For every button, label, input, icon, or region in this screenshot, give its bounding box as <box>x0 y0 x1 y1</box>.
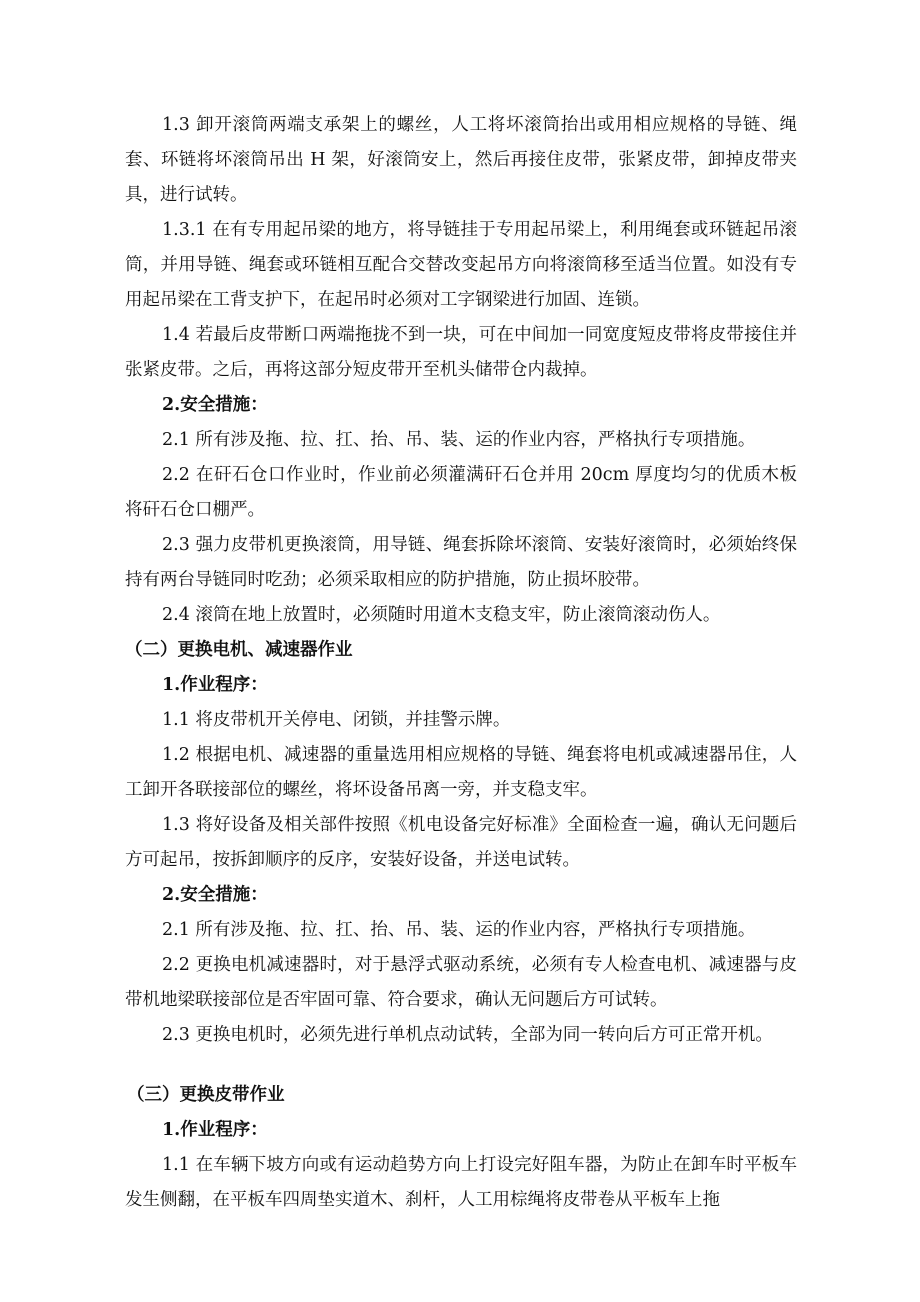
heading-procedure-2: 1.作业程序： <box>162 675 268 695</box>
paragraph-1-3-b: 1.3 将好设备及相关部件按照《机电设备完好标准》全面检查一遍，确认无问题后方可起吊，按拆卸顺序的反序，安装好设备，并送电试转。 <box>125 815 797 870</box>
paragraph-1-3: 1.3 卸开滚筒两端支承架上的螺丝，人工将坏滚筒抬出或用相应规格的导链、绳套、环链将坏滚筒吊出 H 架，好滚筒安上，然后再接住皮带，张紧皮带，卸掉皮带夹具，进行试转。 <box>125 115 797 205</box>
heading-safety-measures-1: 2.安全措施： <box>162 395 268 415</box>
paragraph-2-3-a: 2.3 强力皮带机更换滚筒，用导链、绳套拆除坏滚筒、安装好滚筒时，必须始终保持有两台导链同时吃劲；必须采取相应的防护措施，防止损坏胶带。 <box>125 535 797 590</box>
paragraph-1-2-b: 1.2 根据电机、减速器的重量选用相应规格的导链、绳套将电机或减速器吊住，人工卸开各联接部位的螺丝，将坏设备吊离一旁，并支稳支牢。 <box>125 745 797 800</box>
section-heading-3: （三）更换皮带作业 <box>127 1085 285 1105</box>
heading-safety-measures-2: 2.安全措施： <box>162 885 268 905</box>
paragraph-2-4: 2.4 滚筒在地上放置时，必须随时用道木支稳支牢，防止滚筒滚动伤人。 <box>162 605 721 625</box>
paragraph-1-1-b: 1.1 将皮带机开关停电、闭锁，并挂警示牌。 <box>162 710 511 730</box>
paragraph-2-3-b: 2.3 更换电机时，必须先进行单机点动试转，全部为同一转向后方可正常开机。 <box>162 1025 773 1045</box>
paragraph-1-1-c: 1.1 在车辆下坡方向或有运动趋势方向上打设完好阻车器，为防止在卸车时平板车发生侧翻，在平板车四周垫实道木、刹杆，人工用棕绳将皮带卷从平板车上拖 <box>125 1155 797 1210</box>
paragraph-1-3-1: 1.3.1 在有专用起吊梁的地方，将导链挂于专用起吊梁上，利用绳套或环链起吊滚筒，并用导链、绳套或环链相互配合交替改变起吊方向将滚筒移至适当位置。如没有专用起吊梁在工背支护下，在起吊时必须对工字钢梁进行加固、连锁。 <box>125 220 797 310</box>
heading-procedure-3: 1.作业程序： <box>162 1120 268 1140</box>
paragraph-2-2-a: 2.2 在矸石仓口作业时，作业前必须灌满矸石仓并用 20cm 厚度均匀的优质木板将矸石仓口棚严。 <box>125 465 797 520</box>
paragraph-2-1-a: 2.1 所有涉及拖、拉、扛、抬、吊、装、运的作业内容，严格执行专项措施。 <box>162 430 756 450</box>
section-heading-2: （二）更换电机、减速器作业 <box>125 640 353 660</box>
paragraph-1-4: 1.4 若最后皮带断口两端拖拢不到一块，可在中间加一同宽度短皮带将皮带接住并张紧皮带。之后，再将这部分短皮带开至机头储带仓内裁掉。 <box>125 325 797 380</box>
paragraph-2-2-b: 2.2 更换电机减速器时，对于悬浮式驱动系统，必须有专人检查电机、减速器与皮带机地梁联接部位是否牢固可靠、符合要求，确认无问题后方可试转。 <box>125 955 797 1010</box>
paragraph-2-1-b: 2.1 所有涉及拖、拉、扛、抬、吊、装、运的作业内容，严格执行专项措施。 <box>162 920 756 940</box>
